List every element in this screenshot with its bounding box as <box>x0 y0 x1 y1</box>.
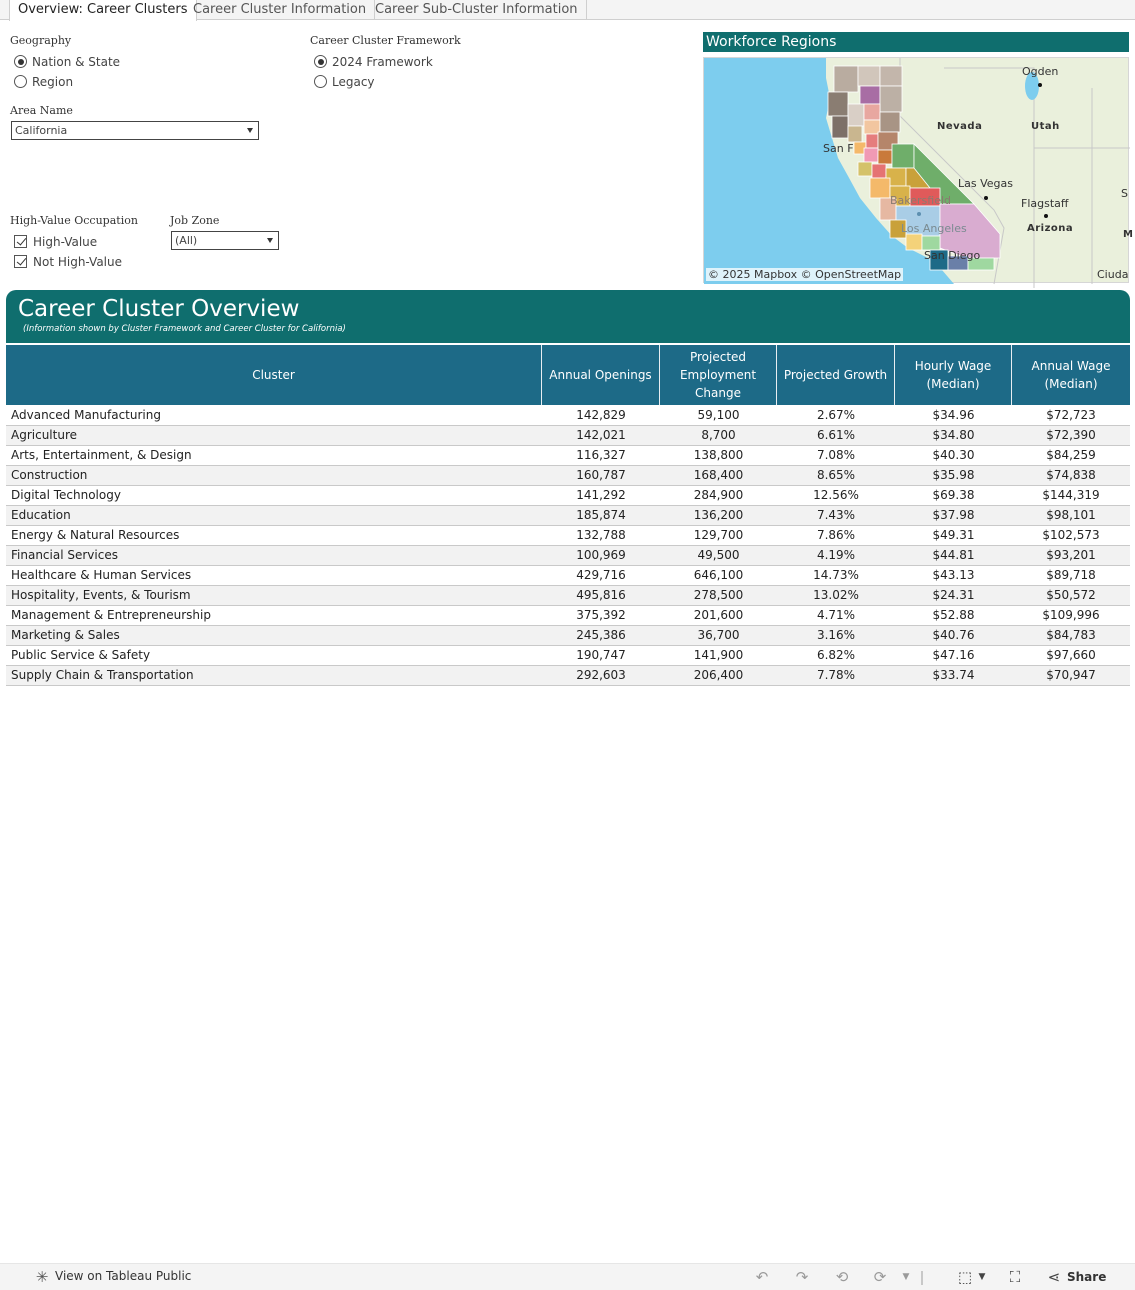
map-label-ogden: Ogden <box>1022 65 1059 78</box>
not-high-value-option[interactable] <box>14 254 122 270</box>
checkbox-checked-icon[interactable] <box>14 255 27 268</box>
view-on-tableau-public-link[interactable]: View on Tableau Public <box>55 1269 192 1283</box>
cell-hourly-wage: $52.88 <box>932 608 975 622</box>
cell-annual-openings: 292,603 <box>576 668 626 682</box>
cell-projected-growth: 8.65% <box>816 468 856 482</box>
cell-annual-openings: 132,788 <box>576 528 626 542</box>
option-label: Not High-Value <box>33 255 122 269</box>
cell-cluster: Digital Technology <box>11 488 121 502</box>
table-row[interactable] <box>6 466 1130 486</box>
tab-overview-career-clusters[interactable]: Overview: Career Clusters <box>9 0 197 21</box>
cell-cluster: Arts, Entertainment, & Design <box>11 448 192 462</box>
option-label: 2024 Framework <box>332 55 433 69</box>
cell-projected-growth: 3.16% <box>816 628 856 642</box>
share-icon[interactable]: ⋖ <box>1047 1268 1061 1286</box>
cell-cluster: Energy & Natural Resources <box>11 528 180 542</box>
map-label-edge-s: S <box>1121 187 1128 200</box>
dropdown-caret-icon <box>267 238 273 243</box>
revert-icon[interactable]: ⟲ <box>835 1268 849 1286</box>
cell-annual-openings: 495,816 <box>576 588 626 602</box>
cell-hourly-wage: $34.80 <box>932 428 975 442</box>
table-row[interactable] <box>6 546 1130 566</box>
cell-cluster: Marketing & Sales <box>11 628 120 642</box>
refresh-dropdown-icon[interactable]: ▼ <box>902 1272 910 1282</box>
cell-cluster: Supply Chain & Transportation <box>11 668 194 682</box>
cell-annual-openings: 185,874 <box>576 508 626 522</box>
table-row[interactable] <box>6 506 1130 526</box>
cell-annual-wage: $144,319 <box>1042 488 1100 502</box>
map-label-san-diego: San Diego <box>924 249 981 262</box>
map-label-san-francisco: San F <box>823 142 854 155</box>
table-row[interactable] <box>6 646 1130 666</box>
cell-employment-change: 201,600 <box>693 608 744 622</box>
cell-annual-openings: 375,392 <box>576 608 626 622</box>
map-title: Workforce Regions <box>703 32 1129 52</box>
cell-annual-wage: $72,390 <box>1046 428 1096 442</box>
cell-annual-wage: $97,660 <box>1046 648 1096 662</box>
option-label: High-Value <box>33 235 98 249</box>
high-value-filter-title: High-Value Occupation <box>10 214 138 227</box>
cell-employment-change: 646,100 <box>693 568 744 582</box>
table-row[interactable] <box>6 526 1130 546</box>
cell-hourly-wage: $40.30 <box>932 448 975 462</box>
cell-annual-openings: 160,787 <box>576 468 626 482</box>
geography-option-region[interactable] <box>14 74 73 90</box>
column-header-annual-wage[interactable]: Annual Wage (Median) <box>1031 359 1111 391</box>
tab-bar <box>0 0 1135 20</box>
job-zone-title: Job Zone <box>170 214 220 227</box>
area-name-dropdown[interactable] <box>11 121 259 140</box>
cell-projected-growth: 13.02% <box>813 588 859 602</box>
cell-hourly-wage: $37.98 <box>932 508 975 522</box>
cell-projected-growth: 7.43% <box>816 508 856 522</box>
table-row[interactable] <box>6 426 1130 446</box>
download-dropdown-icon[interactable]: ▼ <box>978 1272 986 1282</box>
cell-employment-change: 206,400 <box>693 668 744 682</box>
cell-projected-growth: 6.61% <box>816 428 856 442</box>
radio-unselected-icon[interactable] <box>14 75 27 88</box>
cell-annual-wage: $93,201 <box>1046 548 1096 562</box>
cell-cluster: Agriculture <box>11 428 77 442</box>
cell-hourly-wage: $43.13 <box>932 568 975 582</box>
cell-hourly-wage: $24.31 <box>932 588 975 602</box>
cell-employment-change: 284,900 <box>693 488 744 502</box>
share-button[interactable]: Share <box>1067 1270 1107 1284</box>
cell-annual-openings: 141,292 <box>576 488 626 502</box>
refresh-icon[interactable]: ⟳ <box>873 1268 887 1286</box>
map-label-bakersfield: Bakersfield <box>890 194 952 207</box>
download-icon[interactable]: ⬚ <box>957 1268 973 1286</box>
map-label-las-vegas: Las Vegas <box>958 177 1013 190</box>
cell-projected-growth: 4.71% <box>816 608 856 622</box>
tableau-toolbar <box>0 1263 1135 1290</box>
cell-employment-change: 136,200 <box>693 508 744 522</box>
undo-icon[interactable]: ↶ <box>755 1268 769 1286</box>
checkbox-checked-icon[interactable] <box>14 235 27 248</box>
cell-annual-openings: 429,716 <box>576 568 626 582</box>
cell-projected-growth: 6.82% <box>816 648 856 662</box>
map-label-arizona: Arizona <box>1027 223 1074 234</box>
cell-annual-openings: 116,327 <box>576 448 626 462</box>
cell-annual-openings: 190,747 <box>576 648 626 662</box>
map-label-flagstaff: Flagstaff <box>1021 197 1069 210</box>
radio-unselected-icon[interactable] <box>314 75 327 88</box>
cell-cluster: Healthcare & Human Services <box>11 568 192 582</box>
area-name-title: Area Name <box>10 104 73 117</box>
cell-annual-wage: $70,947 <box>1046 668 1096 682</box>
map-label-edge-m: M <box>1123 229 1134 240</box>
cell-annual-wage: $74,838 <box>1046 468 1096 482</box>
cell-cluster: Financial Services <box>11 548 118 562</box>
cell-hourly-wage: $49.31 <box>932 528 975 542</box>
map-credit[interactable]: © 2025 Mapbox © OpenStreetMap <box>708 268 902 281</box>
table-row[interactable] <box>6 486 1130 506</box>
cell-cluster: Hospitality, Events, & Tourism <box>11 588 191 602</box>
tab-career-sub-cluster-information[interactable]: Career Sub-Cluster Information <box>367 0 587 20</box>
geography-filter-title: Geography <box>10 34 72 47</box>
cell-projected-growth: 7.08% <box>816 448 856 462</box>
cell-hourly-wage: $35.98 <box>932 468 975 482</box>
cell-employment-change: 36,700 <box>697 628 740 642</box>
table-header <box>6 345 1130 405</box>
cell-employment-change: 49,500 <box>697 548 740 562</box>
cell-projected-growth: 7.86% <box>816 528 856 542</box>
map-label-ciudad: Ciuda <box>1097 268 1129 281</box>
column-header-hourly-wage[interactable]: Hourly Wage (Median) <box>895 345 1012 405</box>
job-zone-dropdown[interactable] <box>171 231 279 250</box>
cell-cluster: Construction <box>11 468 88 482</box>
cell-projected-growth: 7.78% <box>816 668 856 682</box>
overview-subtitle: (Information shown by Cluster Framework and Career Cluster for California) <box>23 324 346 334</box>
cell-annual-openings: 100,969 <box>576 548 626 562</box>
cell-employment-change: 141,900 <box>693 648 744 662</box>
tab-career-cluster-information[interactable]: Career Cluster Information <box>185 0 375 20</box>
cell-annual-wage: $50,572 <box>1046 588 1096 602</box>
table-row[interactable] <box>6 566 1130 586</box>
column-header-cluster[interactable]: Cluster <box>6 345 542 405</box>
cell-projected-growth: 4.19% <box>816 548 856 562</box>
cell-annual-wage: $84,783 <box>1046 628 1096 642</box>
job-zone-value: (All) <box>175 234 198 247</box>
cell-employment-change: 138,800 <box>693 448 744 462</box>
cell-annual-wage: $89,718 <box>1046 568 1096 582</box>
cell-hourly-wage: $44.81 <box>932 548 975 562</box>
radio-selected-icon[interactable] <box>314 55 327 68</box>
cell-hourly-wage: $69.38 <box>932 488 975 502</box>
option-label: Nation & State <box>32 55 121 69</box>
map-label-los-angeles: Los Angeles <box>901 222 967 235</box>
tableau-icon[interactable]: ✳ <box>35 1268 49 1286</box>
redo-icon[interactable]: ↷ <box>795 1268 809 1286</box>
cell-employment-change: 59,100 <box>697 408 740 422</box>
cell-annual-wage: $98,101 <box>1046 508 1096 522</box>
cell-annual-openings: 142,021 <box>576 428 626 442</box>
cell-employment-change: 129,700 <box>693 528 744 542</box>
cell-annual-openings: 245,386 <box>576 628 626 642</box>
option-label: Region <box>32 75 74 89</box>
cell-annual-wage: $102,573 <box>1042 528 1100 542</box>
map-label-nevada: Nevada <box>937 121 983 132</box>
column-header-annual-openings[interactable]: Annual Openings <box>542 345 660 405</box>
dropdown-caret-icon <box>247 128 253 133</box>
cell-annual-wage: $72,723 <box>1046 408 1096 422</box>
cell-cluster: Public Service & Safety <box>11 648 151 662</box>
framework-filter-title: Career Cluster Framework <box>310 34 461 47</box>
map-label-utah: Utah <box>1031 121 1060 132</box>
toolbar-divider <box>921 1271 923 1285</box>
cell-hourly-wage: $34.96 <box>932 408 975 422</box>
cell-employment-change: 278,500 <box>693 588 744 602</box>
framework-option-2024[interactable] <box>314 54 433 70</box>
table-row[interactable] <box>6 446 1130 466</box>
map-graphic <box>704 58 1130 284</box>
geography-option-nation-state[interactable] <box>14 54 120 70</box>
cell-hourly-wage: $33.74 <box>932 668 975 682</box>
table-body <box>6 406 1130 686</box>
cell-employment-change: 8,700 <box>701 428 736 442</box>
overview-banner <box>6 290 1130 343</box>
table-row[interactable] <box>6 666 1130 686</box>
cell-annual-wage: $84,259 <box>1046 448 1096 462</box>
radio-selected-icon[interactable] <box>14 55 27 68</box>
framework-option-legacy[interactable] <box>314 74 375 90</box>
cell-cluster: Management & Entrepreneurship <box>11 608 211 622</box>
high-value-option[interactable] <box>14 234 97 250</box>
cell-hourly-wage: $47.16 <box>932 648 975 662</box>
cell-projected-growth: 12.56% <box>813 488 859 502</box>
cell-employment-change: 168,400 <box>693 468 744 482</box>
table-row[interactable] <box>6 586 1130 606</box>
cell-cluster: Education <box>11 508 71 522</box>
column-header-projected-employment-change[interactable]: Projected Employment Change <box>660 345 777 405</box>
table-row[interactable] <box>6 606 1130 626</box>
fullscreen-icon[interactable]: ⛶ <box>1009 1268 1021 1286</box>
cell-projected-growth: 14.73% <box>813 568 859 582</box>
column-header-projected-growth[interactable]: Projected Growth <box>777 345 895 405</box>
table-row[interactable] <box>6 626 1130 646</box>
cell-annual-openings: 142,829 <box>576 408 626 422</box>
overview-title: Career Cluster Overview <box>18 296 300 322</box>
cell-hourly-wage: $40.76 <box>932 628 975 642</box>
cell-annual-wage: $109,996 <box>1042 608 1100 622</box>
table-row[interactable] <box>6 406 1130 426</box>
workforce-regions-map[interactable] <box>703 57 1134 283</box>
cell-cluster: Advanced Manufacturing <box>11 408 161 422</box>
area-name-value: California <box>15 124 68 137</box>
option-label: Legacy <box>332 75 375 89</box>
cell-projected-growth: 2.67% <box>816 408 856 422</box>
